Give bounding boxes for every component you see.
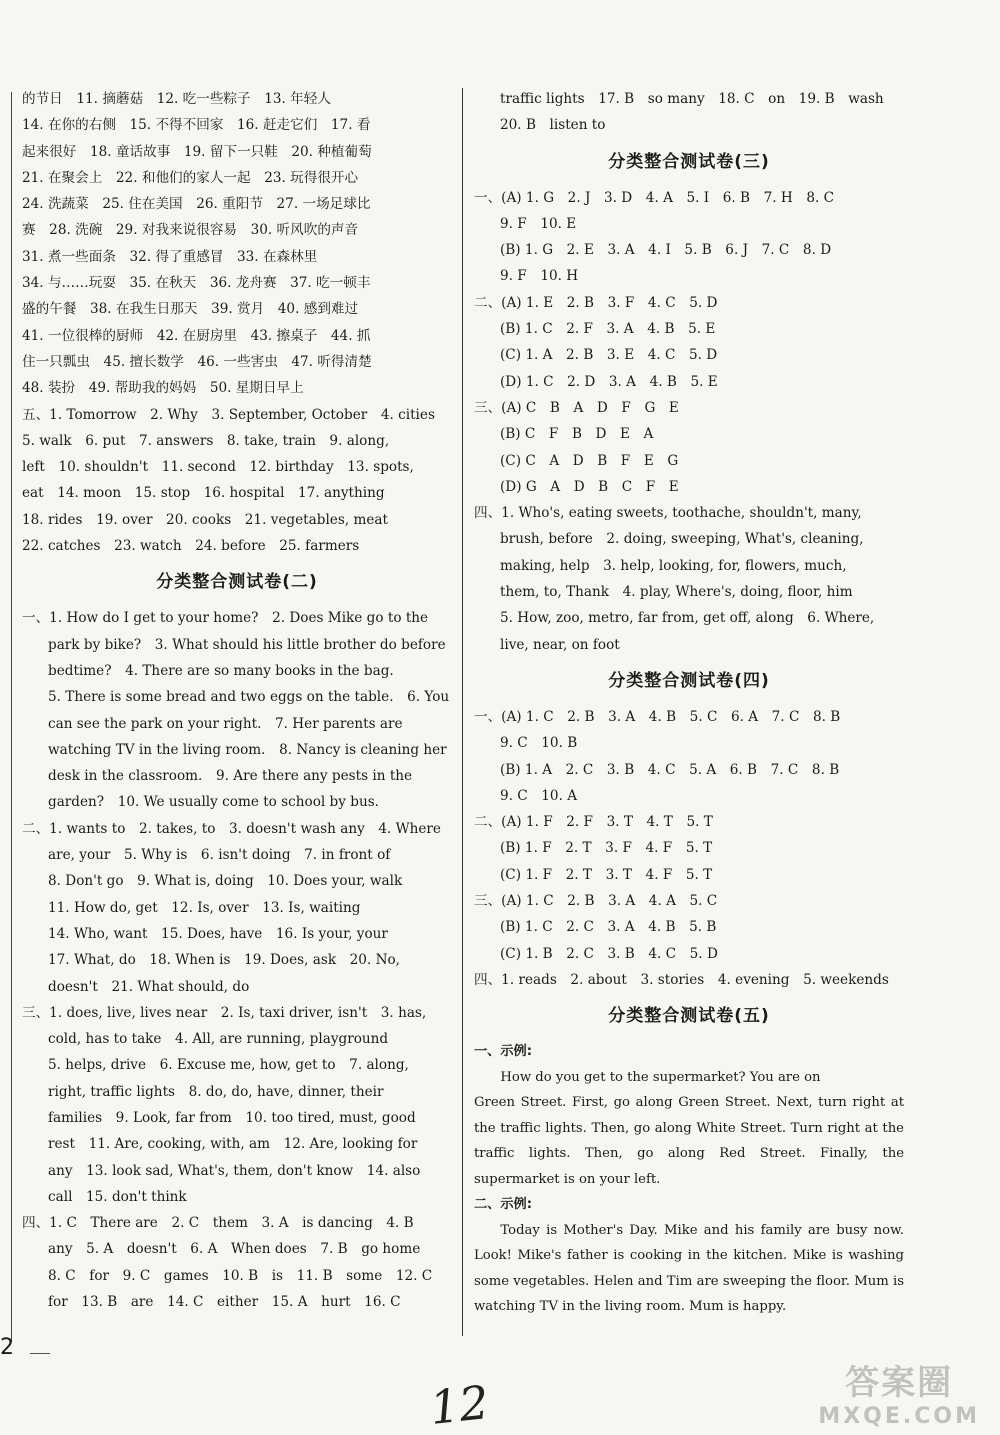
answer-line: 住一只瓢虫 45. 擅长数学 46. 一些害虫 47. 听得清楚 — [22, 353, 372, 370]
answer-line: bedtime? 4. There are so many books in the bag. — [48, 662, 394, 679]
answer-line: 9. C 10. A — [500, 787, 578, 804]
answer-line: 11. How do, get 12. Is, over 13. Is, waiting — [48, 899, 361, 916]
answer-line: call 15. don't think — [48, 1188, 187, 1205]
answer-line: 20. B listen to — [500, 117, 606, 134]
answer-line: (D) 1. C 2. D 3. A 4. B 5. E — [500, 373, 718, 390]
answer-line: 四、1. reads 2. about 3. stories 4. evening 5. weekends — [474, 971, 889, 988]
watermark-logo — [818, 1355, 980, 1429]
answer-line: 一、(A) 1. G 2. J 3. D 4. A 5. I 6. B 7. H 8. C — [474, 189, 835, 206]
answer-line: 17. What, do 18. When is 19. Does, ask 20. No, — [48, 952, 400, 969]
answer-line: 5. walk 6. put 7. answers 8. take, train 9. along, — [22, 432, 390, 449]
answer-line: 22. catches 23. watch 24. before 25. farmers — [22, 538, 360, 555]
answer-line: (C) C A D B F E G — [500, 452, 679, 469]
answer-line: 三、1. does, live, lives near 2. Is, taxi driver, isn't 3. has, — [22, 1004, 427, 1021]
answer-line: (B) 1. G 2. E 3. A 4. I 5. B 6. J 7. C 8. D — [500, 242, 832, 259]
answer-line: families 9. Look, far from 10. too tired, must, good — [48, 1109, 416, 1126]
answer-lines-part1 — [22, 86, 452, 559]
test-heading-3: 分类整合测试卷(三) — [608, 151, 770, 172]
answer-line: watching TV in the living room. 8. Nancy is cleaning her — [48, 741, 447, 758]
answer-line: (B) 1. C 2. C 3. A 4. B 5. B — [500, 919, 717, 936]
answer-line: rest 11. Are, cooking, with, am 12. Are, looking for — [48, 1136, 418, 1153]
answer-lines-test2-continued — [474, 86, 904, 139]
answer-line: 5. There is some bread and two eggs on the table. 6. You — [48, 689, 450, 706]
answer-line: 34. 与……玩耍 35. 在秋天 36. 龙舟赛 37. 吃一顿丰 — [22, 275, 371, 292]
answer-line: 5. How, zoo, metro, far from, get off, along 6. Where, — [500, 610, 875, 627]
footer-dash — [30, 1353, 50, 1354]
answer-line: 31. 煮一些面条 32. 得了重感冒 33. 在森林里 — [22, 248, 318, 265]
answer-line: brush, before 2. doing, sweeping, What's, cleaning, — [500, 531, 864, 548]
page-number: 2 — [0, 1335, 14, 1360]
right-column — [474, 86, 904, 1320]
answer-line: 四、1. Who's, eating sweets, toothache, shouldn't, many, — [474, 505, 862, 522]
answer-line: 9. F 10. E — [500, 215, 577, 232]
test-heading-5: 分类整合测试卷(五) — [608, 1006, 770, 1027]
sample-paragraph-2: Today is Mother's Day. Mike and his family are busy now. Look! Mike's father is cooking in the kitchen. Mike is washing some vegetables. Helen and Tim are sweeping the floor. Mum is watching TV in the living room. Mum is happy. — [474, 1222, 904, 1315]
test-heading-4: 分类整合测试卷(四) — [608, 670, 770, 691]
answer-line: 一、1. How do I get to your home? 2. Does Mike go to the — [22, 610, 429, 627]
answer-line: right, traffic lights 8. do, do, have, dinner, their — [48, 1083, 384, 1100]
answer-line: park by bike? 3. What should his little brother do before — [48, 636, 446, 653]
answer-line: (C) 1. B 2. C 3. B 4. C 5. D — [500, 945, 718, 962]
watermark-url: MXQE.COM — [818, 1404, 980, 1429]
answer-line: 二、1. wants to 2. takes, to 3. doesn't wash any 4. Where — [22, 820, 441, 837]
answer-line: desk in the classroom. 9. Are there any pests in the — [48, 768, 413, 785]
answer-line: 盛的午餐 38. 在我生日那天 39. 赏月 40. 感到难过 — [22, 301, 359, 318]
sample-answers-test5 — [474, 1039, 904, 1320]
answer-line: eat 14. moon 15. stop 16. hospital 17. anything — [22, 485, 385, 502]
answer-lines-test2 — [22, 605, 452, 1315]
left-column — [22, 86, 452, 1315]
answer-line: (C) 1. F 2. T 3. T 4. F 5. T — [500, 866, 713, 883]
answer-line: live, near, on foot — [500, 636, 620, 653]
answer-line: 9. F 10. H — [500, 268, 579, 285]
answer-line: 四、1. C There are 2. C them 3. A is dancing 4. B — [22, 1215, 414, 1232]
answer-line: 24. 洗蔬菜 25. 住在美国 26. 重阳节 27. 一场足球比 — [22, 196, 371, 213]
answer-line: (B) 1. A 2. C 3. B 4. C 5. A 6. B 7. C 8. B — [500, 761, 840, 778]
answer-line: any 13. look sad, What's, them, don't know 14. also — [48, 1162, 421, 1179]
sample-paragraph-1-line1: How do you get to the supermarket? You are on — [500, 1069, 821, 1085]
answer-line: (D) G A D B C F E — [500, 478, 679, 495]
answer-line: doesn't 21. What should, do — [48, 978, 250, 995]
watermark-title: 答案圈 — [845, 1363, 954, 1403]
answer-line: making, help 3. help, looking, for, flowers, much, — [500, 557, 847, 574]
section-label-2: 二、示例: — [474, 1197, 533, 1213]
answer-line: 9. C 10. B — [500, 735, 578, 752]
answer-line: 5. helps, drive 6. Excuse me, how, get to 7. along, — [48, 1057, 409, 1074]
handwritten-page-number: 12 — [427, 1375, 492, 1435]
answer-line: 一、(A) 1. C 2. B 3. A 4. B 5. C 6. A 7. C 8. B — [474, 708, 841, 725]
answer-line: 21. 在聚会上 22. 和他们的家人一起 23. 玩得很开心 — [22, 169, 359, 186]
answer-line: (B) 1. F 2. T 3. F 4. F 5. T — [500, 840, 713, 857]
answer-line: 三、(A) 1. C 2. B 3. A 4. A 5. C — [474, 893, 718, 910]
answer-line: 14. Who, want 15. Does, have 16. Is your, your — [48, 925, 388, 942]
answer-line: (B) 1. C 2. F 3. A 4. B 5. E — [500, 321, 716, 338]
answer-line: 五、1. Tomorrow 2. Why 3. September, October 4. cities — [22, 406, 435, 423]
answer-line: 二、(A) 1. F 2. F 3. T 4. T 5. T — [474, 814, 713, 831]
answer-line: for 13. B are 14. C either 15. A hurt 16. C — [48, 1294, 401, 1311]
answer-line: (B) C F B D E A — [500, 426, 654, 443]
answer-lines-test3 — [474, 185, 904, 658]
answer-line: 41. 一位很棒的厨师 42. 在厨房里 43. 擦桌子 44. 抓 — [22, 327, 371, 344]
answer-line: traffic lights 17. B so many 18. C on 19. B wash — [500, 91, 884, 107]
column-divider — [462, 88, 463, 1336]
test-heading-2: 分类整合测试卷(二) — [156, 572, 318, 593]
sample-paragraph-1-rest: Green Street. First, go along Green Street. Next, turn right at the traffic lights. Then, go along White Street. Turn right at the traffic lights. Then, go along Red Street. Finally, the supermarket is on your left. — [474, 1095, 904, 1187]
answer-line: them, to, Thank 4. play, Where's, doing, floor, him — [500, 584, 853, 601]
answer-line: any 5. A doesn't 6. A When does 7. B go home — [48, 1241, 421, 1258]
answer-line: 三、(A) C B A D F G E — [474, 399, 679, 416]
answer-lines-test4 — [474, 704, 904, 993]
answer-line: 赛 28. 洗碗 29. 对我来说很容易 30. 听风吹的声音 — [22, 222, 359, 239]
answer-line: 48. 装扮 49. 帮助我的妈妈 50. 星期日早上 — [22, 380, 304, 397]
answer-line: 起来很好 18. 童话故事 19. 留下一只鞋 20. 种植葡萄 — [22, 143, 372, 160]
answer-line: 二、(A) 1. E 2. B 3. F 4. C 5. D — [474, 294, 718, 311]
answer-line: are, your 5. Why is 6. isn't doing 7. in front of — [48, 847, 391, 864]
answer-line: 8. Don't go 9. What is, doing 10. Does your, walk — [48, 873, 403, 890]
answer-line: 14. 在你的右侧 15. 不得不回家 16. 赶走它们 17. 看 — [22, 117, 371, 134]
answer-line: 8. C for 9. C games 10. B is 11. B some 12. C — [48, 1267, 433, 1284]
answer-line: (C) 1. A 2. B 3. E 4. C 5. D — [500, 347, 718, 364]
section-label-1: 一、示例: — [474, 1044, 533, 1060]
answer-line: 18. rides 19. over 20. cooks 21. vegetables, meat — [22, 511, 388, 528]
answer-line: left 10. shouldn't 11. second 12. birthday 13. spots, — [22, 459, 414, 476]
answer-line: cold, has to take 4. All, are running, playground — [48, 1031, 389, 1048]
answer-line: can see the park on your right. 7. Her parents are — [48, 715, 403, 732]
answer-line: 的节日 11. 摘蘑菇 12. 吃一些粽子 13. 年轻人 — [22, 91, 331, 107]
left-margin-rule — [11, 92, 12, 1342]
answer-line: garden? 10. We usually come to school by bus. — [48, 794, 380, 811]
